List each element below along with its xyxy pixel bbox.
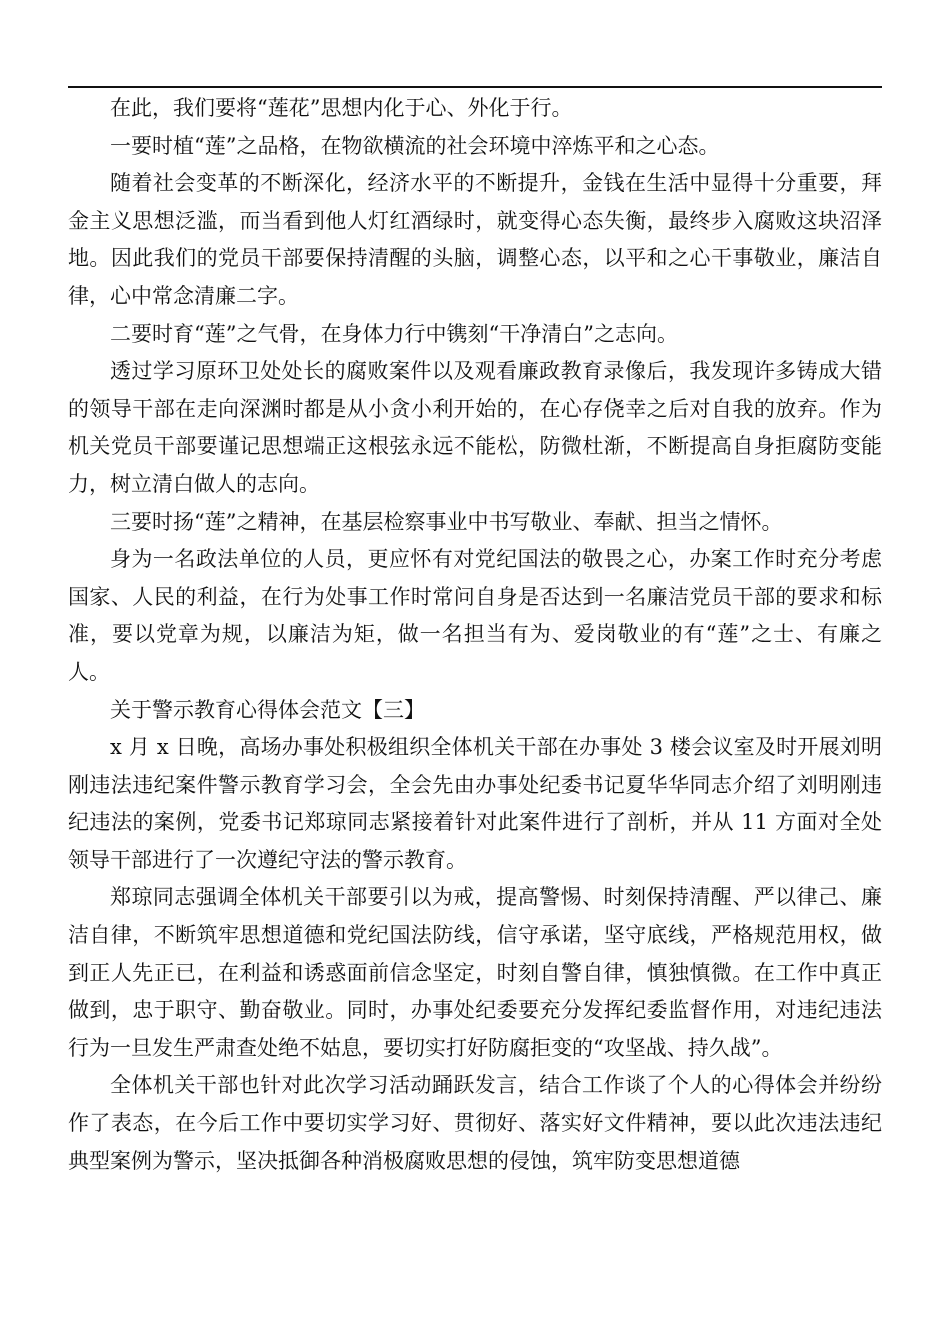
paragraph-body: 全体机关干部也针对此次学习活动踊跃发言，结合工作谈了个人的心得体会并纷纷作了表态，在今后工作中要切实学习好、贯彻好、落实好文件精神，要以此次违法违纪典型案例为警示，坚决抵御各种消极腐败思想的侵蚀，筑牢防变思想道德: [68, 1073, 882, 1173]
section-heading: 关于警示教育心得体会范文【三】: [110, 697, 425, 722]
paragraph-body: 身为一名政法单位的人员，更应怀有对党纪国法的敬畏之心，办案工作时充分考虑国家、人民的利益，在行为处事工作时常问自身是否达到一名廉洁党员干部的要求和标准，要以党章为规，以廉洁为矩，做一名担当有为、爱岗敬业的有“莲”之士、有廉之人。: [68, 547, 882, 684]
paragraph-body: x 月 x 日晚，高场办事处积极组织全体机关干部在办事处 3 楼会议室及时开展刘明刚违法违纪案件警示教育学习会，全会先由办事处纪委书记夏华华同志介绍了刘明刚违纪违法的案例，党委书记郑琼同志紧接着针对此案件进行了剖析，并从 11 方面对全处领导干部进行了一次遵纪守法的警示教育。: [68, 735, 882, 872]
paragraph-point-two: 二要时育“莲”之气骨，在身体力行中镌刻“干净清白”之志向。: [110, 321, 678, 346]
paragraph-point-three: 三要时扬“莲”之精神，在基层检察事业中书写敬业、奉献、担当之情怀。: [110, 509, 783, 534]
header-rule: [68, 86, 882, 88]
paragraph-body: 郑琼同志强调全体机关干部要引以为戒，提高警惕、时刻保持清醒、严以律己、廉洁自律，不断筑牢思想道德和党纪国法防线，信守承诺，坚守底线，严格规范用权，做到正人先正已，在利益和诱惑面前信念坚定，时刻自警自律，慎独慎微。在工作中真正做到，忠于职守、勤奋敬业。同时，办事处纪委要充分发挥纪委监督作用，对违纪违法行为一旦发生严肃查处绝不姑息，要切实打好防腐拒变的“攻坚战、持久战”。: [68, 885, 882, 1060]
paragraph-body: 随着社会变革的不断深化，经济水平的不断提升，金钱在生活中显得十分重要，拜金主义思想泛滥，而当看到他人灯红酒绿时，就变得心态失衡，最终步入腐败这块沼泽地。因此我们的党员干部要保持清醒的头脑，调整心态，以平和之心干事敬业，廉洁自律，心中常念清廉二字。: [68, 171, 882, 308]
paragraph-body: 透过学习原环卫处处长的腐败案件以及观看廉政教育录像后，我发现许多铸成大错的领导干部在走向深渊时都是从小贪小利开始的，在心存侥幸之后对自我的放弃。作为机关党员干部要谨记思想端正这根弦永远不能松，防微杜渐，不断提高自身拒腐防变能力，树立清白做人的志向。: [68, 359, 882, 496]
paragraph-intro: 在此，我们要将“莲花”思想内化于心、外化于行。: [110, 96, 573, 120]
paragraph-point-one: 一要时植“莲”之品格，在物欲横流的社会环境中淬炼平和之心态。: [110, 133, 720, 158]
document-body: [68, 90, 882, 1180]
